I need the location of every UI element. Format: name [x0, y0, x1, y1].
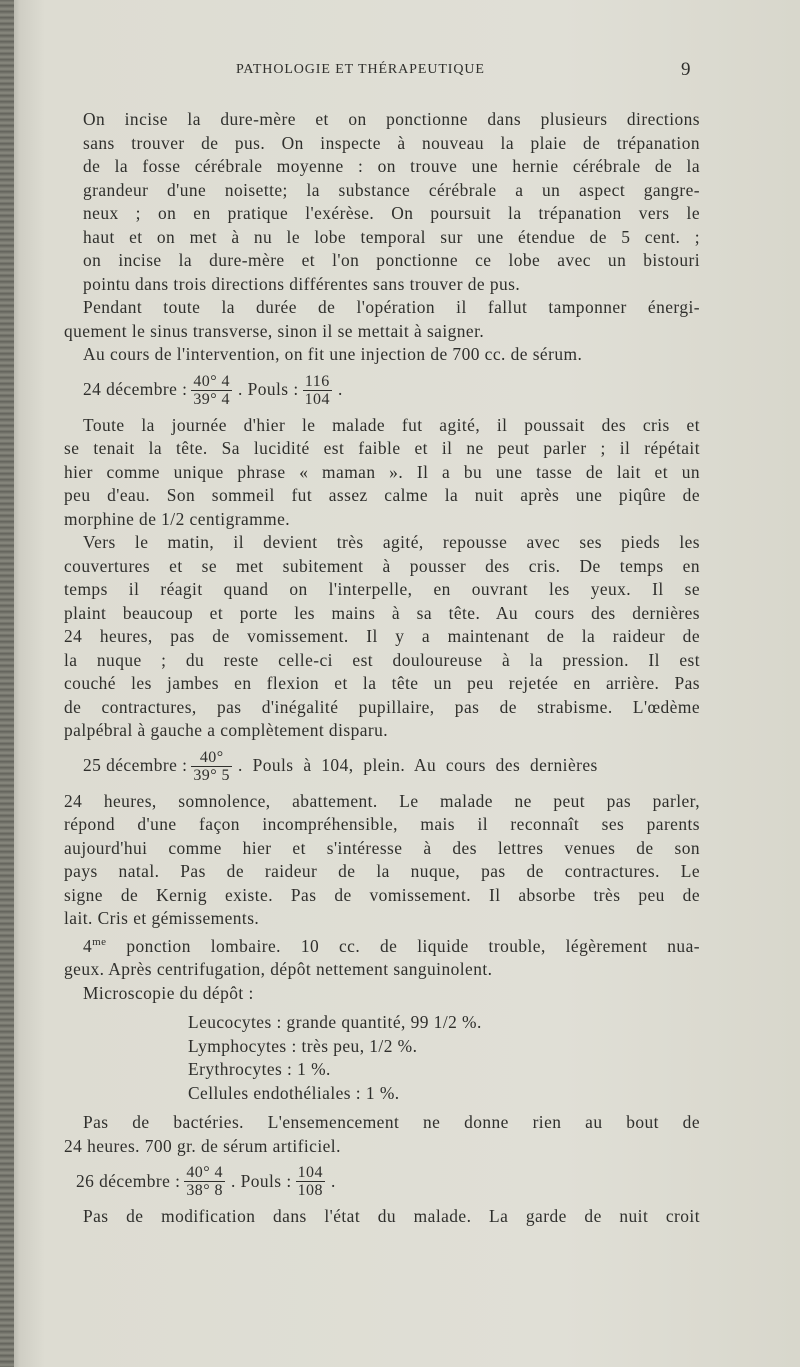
text-line: la nuque ; du reste celle-ci est douloureuse à la pression. Il est: [64, 649, 700, 670]
text-line: 24 heures. 700 gr. de sérum artificiel.: [64, 1135, 341, 1156]
vitals-date: 25 décembre :: [83, 755, 188, 776]
paragraph-6: [64, 790, 700, 931]
text-line: plaint beaucoup et porte les mains à sa tête. Au cours des dernières: [64, 602, 700, 623]
formula-end: .: [330, 1170, 336, 1191]
text-line: Microscopie du dépôt :: [83, 982, 254, 1003]
text-line: pointu dans trois directions différentes sans trouver de pus.: [83, 273, 521, 294]
list-item: Cellules endothéliales : 1 %.: [188, 1082, 400, 1103]
vitals-date: 26 décembre :: [76, 1170, 181, 1191]
book-spine-shadow: [0, 0, 14, 1367]
text-line: lait. Cris et gémissements.: [64, 908, 260, 928]
vitals-25-december: [64, 743, 700, 790]
text-line: morphine de 1/2 centigramme.: [64, 508, 291, 529]
ordinal: 4: [83, 935, 93, 956]
text-line: quement le sinus transverse, sinon il se mettait à saigner.: [64, 320, 485, 341]
text-line: de la fosse cérébrale moyenne : on trouve une hernie cérébrale de la: [83, 156, 700, 176]
pouls-evening: 104: [297, 1164, 323, 1181]
text-line: de contractures, pas d'inégalité pupillaire, pas de strabisme. L'œdème: [64, 696, 700, 717]
text-line: sans trouver de pus. On inspecte à nouveau la plaie de trépanation: [83, 132, 700, 153]
text-line: haut et on met à nu le lobe temporal sur une étendue de 5 cent. ;: [83, 226, 700, 247]
vitals-date: 24 décembre :: [83, 379, 188, 400]
pouls-morning: 108: [297, 1182, 323, 1199]
paragraph-3: [64, 343, 700, 367]
body-text: [64, 108, 700, 1229]
text-line: geux. Après centrifugation, dépôt nettement sanguinolent.: [64, 959, 493, 979]
paragraph-1: [64, 108, 700, 296]
text-line: 24 heures, pas de vomissement. Il y a maintenant de la raideur de: [64, 626, 700, 646]
pouls-label: . Pouls :: [238, 379, 299, 400]
formula-end: .: [337, 379, 343, 400]
temperature-fraction: [191, 749, 232, 784]
list-item: Erythrocytes : 1 %.: [188, 1059, 331, 1079]
text-line: répond d'une façon incompréhensible, mais il reconnaît ses parents: [64, 814, 700, 834]
paragraph-9: [64, 1111, 700, 1158]
text-line: grandeur d'une noisette; la substance cérébrale a un aspect gangre-: [83, 179, 700, 200]
running-title: PATHOLOGIE ET THÉRAPEUTIQUE: [236, 62, 485, 77]
page-number: 9: [681, 59, 691, 80]
text-line: on incise la dure-mère et l'on ponctionne ce lobe avec un bistouri: [83, 250, 700, 270]
text-line: aujourd'hui comme hier et s'intéresse à des lettres venues de son: [64, 837, 700, 858]
temperature-evening: 40° 4: [186, 1164, 224, 1181]
text-line: hier comme unique phrase « maman ». Il a bu une tasse de lait et un: [64, 461, 700, 482]
text-line: On incise la dure-mère et on ponctionne dans plusieurs directions: [83, 109, 700, 129]
list-item: Lymphocytes : très peu, 1/2 %.: [188, 1035, 418, 1056]
vitals-rest: . Pouls à 104, plein. Au cours des dernières: [238, 755, 598, 776]
text-line: signe de Kernig existe. Pas de vomissement. Il absorbe très peu de: [64, 884, 700, 905]
pouls-evening: 116: [304, 372, 330, 390]
page-header: [0, 59, 800, 86]
text-line: couvertures et se met subitement à pousser des cris. De temps en: [64, 555, 700, 576]
text-line: peu d'eau. Son sommeil fut assez calme la nuit après une piqûre de: [64, 485, 700, 505]
text-line: se tenait la tête. Sa lucidité est faible et il ne peut parler ; il répétait: [64, 438, 700, 458]
paragraph-2: [64, 296, 700, 343]
temperature-evening: 40°: [199, 748, 224, 766]
temperature-morning: 39° 4: [193, 390, 231, 408]
temperature-fraction: [184, 1164, 225, 1199]
paragraph-5: [64, 531, 700, 743]
text-line: [83, 931, 700, 959]
temperature-morning: 39° 5: [193, 766, 231, 784]
temperature-morning: 38° 8: [186, 1182, 224, 1199]
text-line: Pas de modification dans l'état du malade. La garde de nuit croit: [83, 1206, 700, 1226]
text-line: Au cours de l'intervention, on fit une injection de 700 cc. de sérum.: [83, 344, 583, 364]
text-line: palpébral à gauche a complètement disparu.: [64, 720, 389, 740]
pouls-fraction: [296, 1164, 325, 1199]
pouls-label: . Pouls :: [231, 1170, 292, 1191]
text-line: Toute la journée d'hier le malade fut agité, il poussait des cris et: [83, 414, 700, 435]
text-line: Vers le matin, il devient très agité, repousse avec ses pieds les: [83, 532, 700, 552]
ordinal-rest: ponction lombaire. 10 cc. de liquide trouble, légèrement nua-: [106, 935, 700, 956]
paragraph-4: [64, 414, 700, 532]
paragraph-7: [64, 931, 700, 982]
text-line: 24 heures, somnolence, abattement. Le malade ne peut pas parler,: [64, 790, 700, 811]
ordinal-superscript: me: [92, 935, 107, 948]
text-line: temps il réagit quand on l'interpelle, en ouvrant les yeux. Il se: [64, 579, 700, 599]
temperature-evening: 40° 4: [193, 372, 231, 390]
vitals-24-december: [64, 367, 700, 414]
temperature-fraction: [191, 373, 232, 408]
pouls-fraction: [303, 373, 332, 408]
text-line: neux ; on en pratique l'exérèse. On poursuit la trépanation vers le: [83, 203, 700, 223]
pouls-morning: 104: [304, 390, 330, 408]
text-line: couché les jambes en flexion et la tête un peu rejetée en arrière. Pas: [64, 673, 700, 693]
paragraph-10: [64, 1205, 700, 1229]
microscopy-results: [188, 1011, 700, 1105]
text-line: Pas de bactéries. L'ensemencement ne donne rien au bout de: [83, 1112, 700, 1132]
list-item: Leucocytes : grande quantité, 99 1/2 %.: [188, 1012, 482, 1032]
vitals-26-december: [64, 1158, 700, 1205]
paragraph-8: [64, 982, 700, 1006]
text-line: Pendant toute la durée de l'opération il fallut tamponner énergi-: [83, 297, 700, 317]
text-line: pays natal. Pas de raideur de la nuque, pas de contractures. Le: [64, 861, 700, 881]
